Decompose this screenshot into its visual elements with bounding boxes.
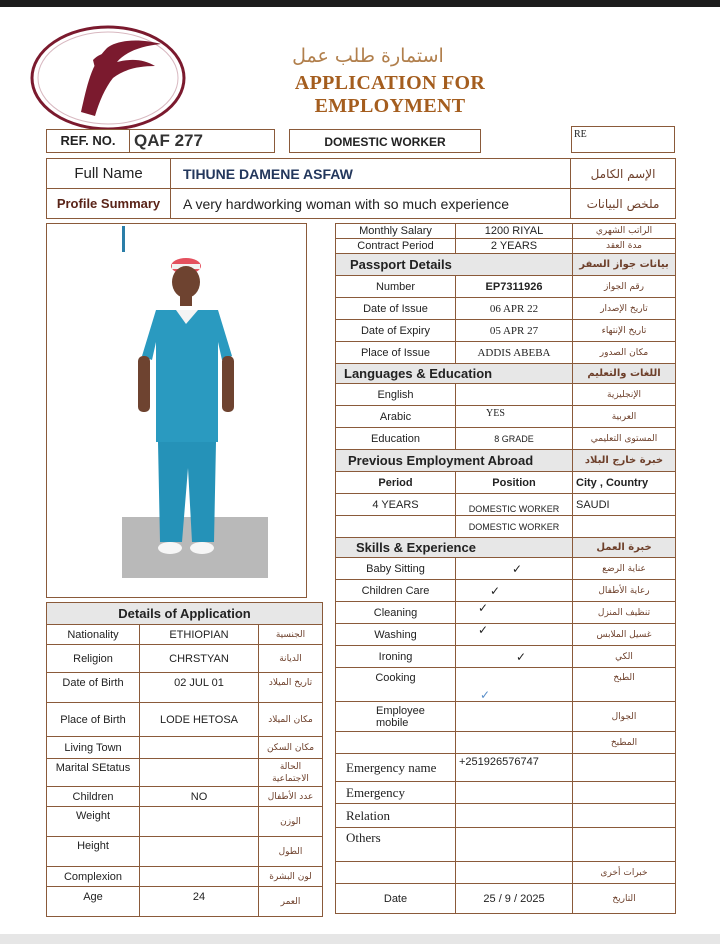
employment-period-2 bbox=[336, 516, 456, 538]
place-of-issue-arabic: مكان الصدور bbox=[573, 342, 676, 364]
name-profile-table bbox=[46, 158, 676, 219]
emergency-relation-label-line1: Emergency bbox=[336, 782, 456, 804]
arabic-value: YES bbox=[456, 406, 573, 428]
living-town-arabic: مكان السكن bbox=[259, 737, 323, 759]
age-label: Age bbox=[47, 887, 140, 917]
profile-summary-value: A very hardworking woman with so much experience bbox=[171, 189, 571, 219]
relation-arabic bbox=[573, 804, 676, 828]
profile-summary-label: Profile Summary bbox=[47, 189, 171, 219]
other-experience-arabic: خبرات أخرى bbox=[573, 862, 676, 884]
religion-value: CHRSTYAN bbox=[140, 645, 259, 673]
place-of-birth-arabic: مكان الميلاد bbox=[259, 703, 323, 737]
emergency-relation-value bbox=[456, 782, 573, 804]
arabic-language-arabic: العربية bbox=[573, 406, 676, 428]
english-arabic: الإنجليزية bbox=[573, 384, 676, 406]
employment-position-1: DOMESTIC WORKER bbox=[456, 494, 573, 516]
employee-mobile-value bbox=[456, 702, 573, 732]
skill-washing-label: Washing bbox=[336, 624, 456, 646]
date-of-birth-arabic: تاريخ الميلاد bbox=[259, 673, 323, 703]
full-name-label: Full Name bbox=[47, 159, 171, 189]
full-name-arabic: الإسم الكامل bbox=[571, 159, 676, 189]
marital-status-value bbox=[140, 759, 259, 787]
skill-baby-sitting-label: Baby Sitting bbox=[336, 558, 456, 580]
english-label: English bbox=[336, 384, 456, 406]
job-title: DOMESTIC WORKER bbox=[324, 135, 446, 149]
date-arabic: التاريخ bbox=[573, 884, 676, 914]
education-value: 8 GRADE bbox=[456, 428, 573, 450]
position-header: Position bbox=[456, 472, 573, 494]
skill-washing-arabic: غسيل الملابس bbox=[573, 624, 676, 646]
photo-frame bbox=[46, 223, 307, 598]
marital-status-arabic: الحالة الاجتماعية bbox=[259, 759, 323, 787]
skill-ironing-label: Ironing bbox=[336, 646, 456, 668]
top-bar bbox=[0, 0, 720, 7]
ref-number: QAF 277 bbox=[134, 131, 203, 150]
emergency-relation-arabic bbox=[573, 782, 676, 804]
date-label: Date bbox=[336, 884, 456, 914]
place-of-birth-value: LODE HETOSA bbox=[140, 703, 259, 737]
religion-label: Religion bbox=[47, 645, 140, 673]
date-value: 25 / 9 / 2025 bbox=[456, 884, 573, 914]
contract-period-label: Contract Period bbox=[336, 239, 456, 254]
blank-extra-value bbox=[456, 732, 573, 754]
marital-status-label: Marital SEtatus bbox=[47, 759, 140, 787]
place-of-issue-label: Place of Issue bbox=[336, 342, 456, 364]
employee-mobile-label: Employee mobile bbox=[336, 702, 456, 732]
passport-details-arabic: بيانات جواز السفر bbox=[573, 254, 676, 276]
right-info-table bbox=[335, 223, 676, 914]
title-english: APPLICATION FOR EMPLOYMENT bbox=[294, 72, 486, 117]
date-of-expiry-label: Date of Expiry bbox=[336, 320, 456, 342]
skill-washing-check: ✓ bbox=[456, 624, 573, 646]
date-of-birth-label: Date of Birth bbox=[47, 673, 140, 703]
applicant-photo bbox=[122, 252, 268, 578]
date-of-issue-value: 06 APR 22 bbox=[456, 298, 573, 320]
monthly-salary-label: Monthly Salary bbox=[336, 224, 456, 239]
re-box bbox=[571, 126, 675, 153]
age-arabic: العمر bbox=[259, 887, 323, 917]
city-country-header: City , Country bbox=[573, 472, 676, 494]
skill-cooking-arabic: الطبخ bbox=[573, 668, 676, 702]
complexion-label: Complexion bbox=[47, 867, 140, 887]
monthly-salary-arabic: الراتب الشهري bbox=[573, 224, 676, 239]
details-title: Details of Application bbox=[47, 603, 323, 625]
nationality-label: Nationality bbox=[47, 625, 140, 645]
ref-label: REF. NO. bbox=[60, 133, 116, 148]
skills-experience-arabic: خبرة العمل bbox=[573, 538, 676, 558]
skill-cleaning-check: ✓ bbox=[456, 602, 573, 624]
weight-label: Weight bbox=[47, 807, 140, 837]
education-label: Education bbox=[336, 428, 456, 450]
passport-number-label: Number bbox=[336, 276, 456, 298]
other-experience-value bbox=[456, 862, 573, 884]
employment-period-1: 4 YEARS bbox=[336, 494, 456, 516]
languages-education-arabic: اللغات والتعليم bbox=[573, 364, 676, 384]
re-label: RE bbox=[574, 129, 587, 140]
skill-ironing-arabic: الكي bbox=[573, 646, 676, 668]
details-table bbox=[46, 602, 323, 917]
passport-number-arabic: رقم الجواز bbox=[573, 276, 676, 298]
skill-children-care-arabic: رعاية الأطفال bbox=[573, 580, 676, 602]
employment-position-2: DOMESTIC WORKER bbox=[456, 516, 573, 538]
living-town-value bbox=[140, 737, 259, 759]
passport-number-value: EP7311926 bbox=[456, 276, 573, 298]
height-label: Height bbox=[47, 837, 140, 867]
nationality-value: ETHIOPIAN bbox=[140, 625, 259, 645]
date-of-expiry-arabic: تاريخ الإنتهاء bbox=[573, 320, 676, 342]
arabic-label: Arabic bbox=[336, 406, 456, 428]
weight-value bbox=[140, 807, 259, 837]
skill-baby-sitting-check: ✓ bbox=[456, 558, 573, 580]
contract-period-arabic: مدة العقد bbox=[573, 239, 676, 254]
other-experience-label bbox=[336, 862, 456, 884]
title-arabic: استمارة طلب عمل bbox=[292, 45, 444, 67]
passport-details-title: Passport Details bbox=[336, 254, 573, 276]
skill-children-care-label: Children Care bbox=[336, 580, 456, 602]
nationality-arabic: الجنسية bbox=[259, 625, 323, 645]
employment-location-2 bbox=[573, 516, 676, 538]
age-value: 24 bbox=[140, 887, 259, 917]
emergency-phone: +251926576747 bbox=[456, 754, 573, 782]
children-arabic: عدد الأطفال bbox=[259, 787, 323, 807]
emergency-name-arabic bbox=[573, 754, 676, 782]
employee-mobile-arabic: الجوال bbox=[573, 702, 676, 732]
previous-employment-arabic: خبرة خارج البلاد bbox=[573, 450, 676, 472]
skills-experience-title: Skills & Experience bbox=[336, 538, 573, 558]
english-value bbox=[456, 384, 573, 406]
children-label: Children bbox=[47, 787, 140, 807]
complexion-arabic: لون البشرة bbox=[259, 867, 323, 887]
period-header: Period bbox=[336, 472, 456, 494]
living-town-label: Living Town bbox=[47, 737, 140, 759]
emergency-relation-label-line2: Relation bbox=[336, 804, 456, 828]
weight-arabic: الوزن bbox=[259, 807, 323, 837]
full-name-value: TIHUNE DAMENE ASFAW bbox=[171, 159, 571, 189]
others-value bbox=[456, 828, 573, 862]
skill-ironing-check: ✓ bbox=[456, 646, 573, 668]
place-of-birth-label: Place of Birth bbox=[47, 703, 140, 737]
skill-cleaning-arabic: تنظيف المنزل bbox=[573, 602, 676, 624]
contract-period-value: 2 YEARS bbox=[456, 239, 573, 254]
skill-baby-sitting-arabic: عناية الرضع bbox=[573, 558, 676, 580]
place-of-issue-value: ADDIS ABEBA bbox=[456, 342, 573, 364]
height-value bbox=[140, 837, 259, 867]
height-arabic: الطول bbox=[259, 837, 323, 867]
languages-education-title: Languages & Education bbox=[336, 364, 573, 384]
employment-location-1: SAUDI bbox=[573, 494, 676, 516]
date-of-issue-label: Date of Issue bbox=[336, 298, 456, 320]
company-logo bbox=[29, 24, 187, 132]
others-label: Others bbox=[336, 828, 456, 862]
skill-cleaning-label: Cleaning bbox=[336, 602, 456, 624]
bottom-bar bbox=[0, 934, 720, 944]
ref-label-box bbox=[46, 129, 130, 153]
ref-value-box bbox=[129, 129, 275, 153]
profile-summary-arabic: ملخص البيانات bbox=[571, 189, 676, 219]
skill-cooking-check: ✓ bbox=[456, 668, 573, 702]
children-value: NO bbox=[140, 787, 259, 807]
religion-arabic: الديانة bbox=[259, 645, 323, 673]
date-of-issue-arabic: تاريخ الإصدار bbox=[573, 298, 676, 320]
skill-children-care-check: ✓ bbox=[456, 580, 573, 602]
previous-employment-title: Previous Employment Abroad bbox=[336, 450, 573, 472]
job-box bbox=[289, 129, 481, 153]
skill-cooking-label: Cooking bbox=[336, 668, 456, 702]
date-of-expiry-value: 05 APR 27 bbox=[456, 320, 573, 342]
others-arabic bbox=[573, 828, 676, 862]
emergency-name-label: Emergency name bbox=[336, 754, 456, 782]
education-arabic: المستوى التعليمي bbox=[573, 428, 676, 450]
date-of-birth-value: 02 JUL 01 bbox=[140, 673, 259, 703]
monthly-salary-value: 1200 RIYAL bbox=[456, 224, 573, 239]
relation-value bbox=[456, 804, 573, 828]
complexion-value bbox=[140, 867, 259, 887]
blank-extra-label bbox=[336, 732, 456, 754]
kitchen-arabic: المطبخ bbox=[573, 732, 676, 754]
